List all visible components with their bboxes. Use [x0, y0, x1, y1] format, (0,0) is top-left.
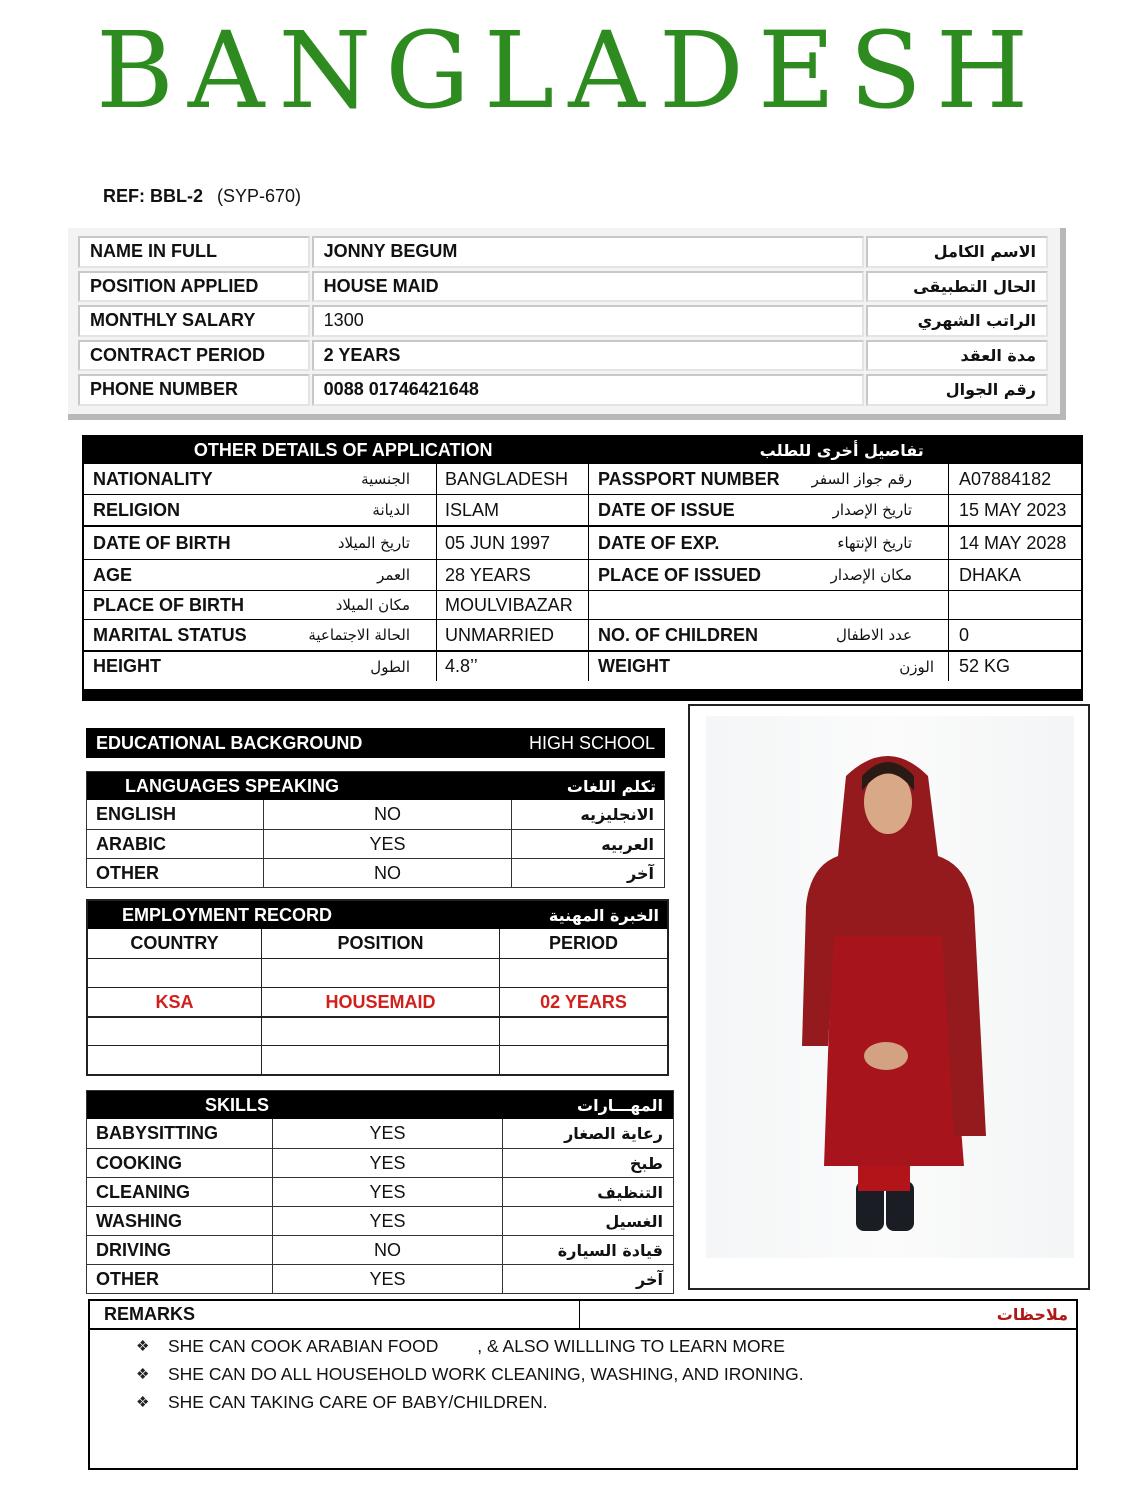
weight-value: 52 KG — [959, 656, 1011, 676]
period-cell — [500, 1018, 667, 1045]
remark-text: SHE CAN COOK ARABIAN FOOD , & ALSO WILLLING TO LEARN MORE — [168, 1335, 785, 1356]
table-row — [84, 619, 1081, 650]
languages-table — [86, 771, 665, 888]
other-details-table — [82, 435, 1083, 701]
language-value: YES — [264, 830, 512, 858]
remark-text: SHE CAN DO ALL HOUSEHOLD WORK CLEANING, WASHING, AND IRONING. — [168, 1363, 804, 1384]
table-row — [84, 463, 1081, 494]
marital-value: UNMARRIED — [437, 620, 589, 650]
religion-label-ar: الديانة — [372, 501, 410, 519]
language-value: NO — [264, 800, 512, 829]
height-label-ar: الطول — [370, 657, 410, 676]
remarks-title-ar: ملاحظات — [996, 1305, 1068, 1324]
position-cell: HOUSEMAID — [262, 988, 500, 1016]
passport-label-ar: رقم جواز السفر — [811, 470, 912, 488]
position-cell — [262, 1018, 500, 1045]
ref-code: (SYP-670) — [217, 186, 302, 206]
religion-label: RELIGION — [93, 499, 181, 520]
languages-header — [87, 772, 664, 800]
salary-label: MONTHLY SALARY — [78, 305, 310, 337]
nationality-value: BANGLADESH — [437, 464, 589, 494]
empty-value — [949, 591, 1081, 619]
name-label: NAME IN FULL — [78, 236, 310, 268]
dob-label-ar: تاريخ الميلاد — [337, 534, 410, 552]
table-row — [87, 1235, 673, 1264]
title-letter-g: G — [385, 9, 484, 132]
employment-title-ar: الخبرة المهنية — [548, 905, 659, 925]
education-bar — [86, 728, 665, 758]
contract-label: CONTRACT PERIOD — [78, 340, 310, 372]
position-label: POSITION APPLIED — [78, 271, 310, 303]
children-label: NO. OF CHILDREN — [598, 624, 758, 645]
title-letter-e: E — [757, 9, 850, 132]
country-cell: KSA — [88, 988, 262, 1016]
remarks-title: REMARKS — [90, 1301, 580, 1328]
language-name: ENGLISH — [87, 800, 264, 829]
skill-name-ar: قيادة السيارة — [557, 1240, 663, 1260]
issue-date-label: DATE OF ISSUE — [598, 499, 735, 520]
contract-value: 2 YEARS — [312, 340, 864, 372]
ref-label: REF: BBL-2 — [103, 186, 203, 206]
skill-name-ar: طبخ — [629, 1153, 663, 1173]
remarks-header — [90, 1301, 1076, 1330]
table-row — [84, 525, 1081, 559]
dob-label: DATE OF BIRTH — [93, 532, 231, 553]
language-name-ar: آخر — [627, 863, 654, 883]
table-row — [87, 1119, 673, 1148]
empty-label — [589, 591, 949, 619]
remark-item — [136, 1388, 1076, 1416]
skill-name-ar: التنظيف — [597, 1182, 663, 1202]
skill-value: YES — [273, 1178, 503, 1206]
skill-value: NO — [273, 1236, 503, 1264]
passport-value: A07884182 — [959, 468, 1052, 489]
issue-date-value: 15 MAY 2023 — [959, 499, 1067, 520]
height-value: 4.8’’ — [437, 652, 589, 681]
marital-label: MARITAL STATUS — [93, 624, 247, 645]
name-value: JONNY BEGUM — [312, 236, 864, 268]
skill-name: WASHING — [87, 1207, 273, 1235]
table-row — [87, 1148, 673, 1177]
name-label-ar: الاسم الكامل — [866, 236, 1048, 268]
table-row — [87, 1206, 673, 1235]
language-name-ar: العربيه — [601, 834, 654, 854]
table-row — [87, 829, 664, 858]
dob-value: 05 JUN 1997 — [437, 527, 589, 559]
position-cell — [262, 959, 500, 987]
period-cell — [500, 1046, 667, 1074]
table-row — [87, 858, 664, 887]
skill-name: DRIVING — [87, 1236, 273, 1264]
skill-value: YES — [273, 1119, 503, 1148]
title-letter-h: H — [935, 9, 1043, 132]
remark-item — [136, 1332, 1076, 1360]
applicant-photo-frame — [688, 704, 1090, 1290]
passport-label: PASSPORT NUMBER — [598, 468, 780, 489]
title-letter-s: S — [849, 9, 936, 132]
table-row — [87, 800, 664, 829]
remarks-list — [90, 1330, 1076, 1416]
skill-name-ar: آخر — [636, 1269, 663, 1289]
weight-label: WEIGHT — [598, 656, 670, 676]
table-row — [87, 1177, 673, 1206]
phone-value: 0088 01746421648 — [312, 374, 864, 406]
table-row — [78, 305, 1050, 340]
other-details-title-ar: تفاصيل أخرى للطلب — [759, 440, 924, 460]
skill-name-ar: الغسيل — [605, 1211, 663, 1231]
remark-text: SHE CAN TAKING CARE OF BABY/CHILDREN. — [168, 1391, 548, 1412]
birthplace-value: MOULVIBAZAR — [437, 591, 589, 619]
title-letter-b: B — [96, 9, 188, 132]
column-headers — [88, 929, 667, 958]
language-name: OTHER — [87, 859, 264, 887]
skills-title: SKILLS — [205, 1094, 270, 1115]
diamond-bullet-icon: ❖ — [136, 1366, 150, 1383]
skills-table — [86, 1090, 674, 1294]
table-row — [87, 1264, 673, 1293]
table-row — [84, 590, 1081, 619]
age-value: 28 YEARS — [437, 560, 589, 590]
religion-value: ISLAM — [437, 495, 589, 525]
diamond-bullet-icon: ❖ — [136, 1394, 150, 1411]
personal-info-table — [68, 228, 1066, 420]
table-row — [78, 236, 1050, 271]
marital-label-ar: الحالة الاجتماعية — [308, 626, 410, 644]
weight-label-ar: الوزن — [899, 657, 934, 676]
height-label: HEIGHT — [93, 656, 162, 676]
language-value: NO — [264, 859, 512, 887]
nationality-label: NATIONALITY — [93, 468, 213, 489]
nationality-label-ar: الجنسية — [361, 470, 410, 488]
col-period: PERIOD — [548, 933, 618, 953]
remark-item — [136, 1360, 1076, 1388]
table-row — [88, 1045, 667, 1074]
languages-title-ar: تكلم اللغات — [566, 776, 656, 796]
reference-number — [103, 186, 301, 207]
col-position: POSITION — [262, 929, 500, 958]
skill-value: YES — [273, 1265, 503, 1293]
country-cell — [88, 959, 262, 987]
languages-title: LANGUAGES SPEAKING — [125, 775, 340, 796]
skill-name: BABYSITTING — [87, 1119, 273, 1148]
table-row — [84, 494, 1081, 525]
education-label: EDUCATIONAL BACKGROUND — [96, 732, 363, 753]
position-label-ar: الحال التطبيقى — [866, 271, 1048, 303]
table-row — [78, 271, 1050, 306]
position-value: HOUSE MAID — [312, 271, 864, 303]
children-label-ar: عدد الاطفال — [836, 626, 912, 644]
skill-value: YES — [273, 1207, 503, 1235]
col-country: COUNTRY — [88, 929, 262, 958]
table-row — [78, 340, 1050, 375]
table-row — [88, 958, 667, 987]
skill-value: YES — [273, 1149, 503, 1177]
title-letter-l: L — [483, 9, 569, 132]
person-silhouette-icon — [706, 716, 1074, 1258]
title-letter-a2: A — [568, 9, 659, 132]
position-cell — [262, 1046, 500, 1074]
title-letter-n: N — [278, 9, 386, 132]
employment-title: EMPLOYMENT RECORD — [122, 904, 333, 925]
place-issued-label: PLACE OF ISSUED — [598, 564, 762, 585]
skill-name: CLEANING — [87, 1178, 273, 1206]
table-row — [88, 1016, 667, 1045]
language-name: ARABIC — [87, 830, 264, 858]
skill-name: COOKING — [87, 1149, 273, 1177]
table-row — [84, 650, 1081, 681]
birthplace-label: PLACE OF BIRTH — [93, 594, 244, 615]
education-value: HIGH SCHOOL — [528, 732, 655, 753]
table-row — [84, 559, 1081, 590]
contract-label-ar: مدة العقد — [866, 340, 1048, 372]
children-value: 0 — [959, 624, 970, 645]
table-row — [78, 374, 1050, 409]
skill-name-ar: رعاية الصغار — [564, 1124, 663, 1143]
expiry-label-ar: تاريخ الإنتهاء — [837, 534, 912, 552]
salary-value: 1300 — [312, 305, 864, 337]
skills-header — [87, 1091, 673, 1119]
birthplace-label-ar: مكان الميلاد — [335, 596, 410, 614]
phone-label: PHONE NUMBER — [78, 374, 310, 406]
country-title — [96, 9, 1043, 132]
age-label: AGE — [93, 564, 133, 585]
other-details-header — [84, 437, 1081, 463]
age-label-ar: العمر — [377, 566, 410, 584]
employment-table — [86, 899, 669, 1076]
other-details-title: OTHER DETAILS OF APPLICATION — [193, 439, 493, 460]
period-cell — [500, 959, 667, 987]
table-row — [88, 987, 667, 1016]
salary-label-ar: الراتب الشهري — [866, 305, 1048, 337]
employment-header — [88, 901, 667, 929]
period-cell: 02 YEARS — [540, 991, 627, 1012]
country-cell — [88, 1018, 262, 1045]
issue-date-label-ar: تاريخ الإصدار — [832, 501, 912, 519]
applicant-photo — [706, 716, 1074, 1258]
title-letter-d: D — [658, 9, 758, 132]
expiry-label: DATE OF EXP. — [598, 532, 720, 553]
diamond-bullet-icon: ❖ — [136, 1338, 150, 1355]
title-letter-a: A — [187, 9, 279, 132]
place-issued-value: DHAKA — [959, 564, 1022, 585]
country-cell — [88, 1046, 262, 1074]
expiry-value: 14 MAY 2028 — [959, 532, 1067, 553]
skill-name: OTHER — [87, 1265, 273, 1293]
skills-title-ar: المهـــارات — [577, 1095, 663, 1115]
language-name-ar: الانجليزيه — [580, 805, 654, 824]
remarks-box — [88, 1299, 1078, 1470]
place-issued-label-ar: مكان الإصدار — [830, 566, 912, 584]
phone-label-ar: رقم الجوال — [866, 374, 1048, 406]
